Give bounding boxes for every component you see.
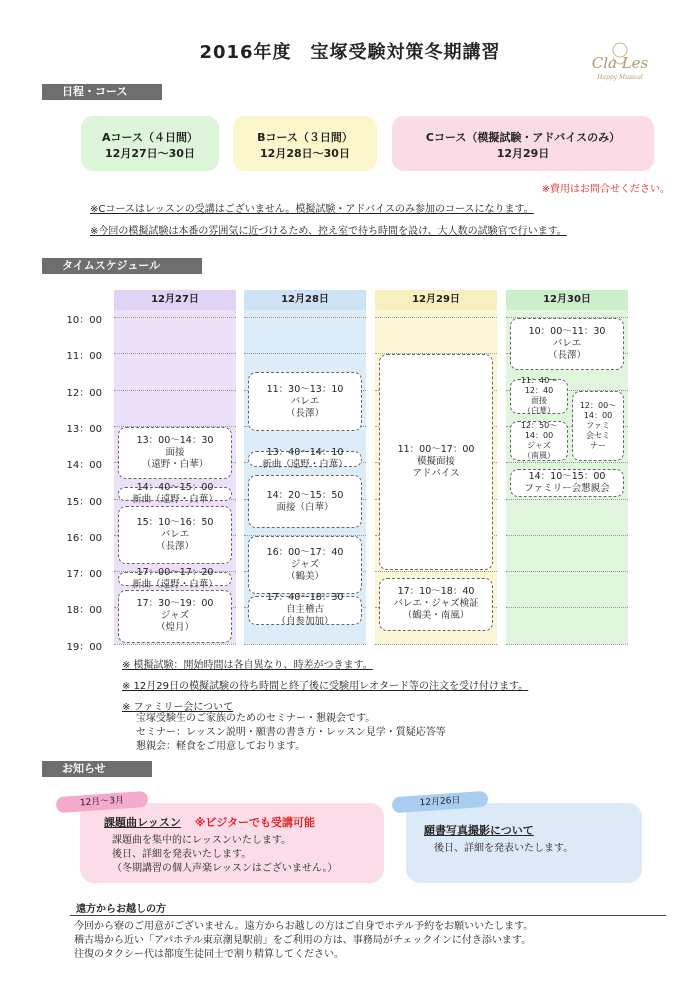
note-course-c: ※Cコースはレッスンの受講はございません。模擬試験・アドバイスのみ参加のコースになります。: [90, 204, 534, 215]
session-text: 17：30〜19：00: [136, 598, 214, 610]
session-text: 面接: [531, 396, 547, 406]
hour-gridline: [244, 644, 366, 645]
hour-gridline: [114, 390, 236, 391]
session-block: [379, 354, 493, 570]
family-line: セミナー：レッスン説明・願書の書き方・レッスン見学・質疑応答等: [136, 727, 446, 738]
session-block: [118, 567, 232, 591]
day-header: 12月29日: [375, 290, 497, 310]
session-text: 14：00: [583, 410, 613, 420]
notice-lesson-line: 課題曲を集中的にレッスンいたします。: [112, 835, 292, 846]
session-text: ジャズ: [160, 610, 190, 622]
notice-lesson-line: （冬期講習の個人声楽レッスンはございません。）: [112, 863, 338, 874]
session-text: バレエ: [160, 528, 190, 540]
session-block: [572, 391, 624, 462]
section-header-schedule: 日程・コース: [42, 84, 162, 100]
note-leotard: ※ 12月29日の模擬試験の待ち時間と終了後に受験用レオタード等の注文を受け付けます。: [122, 681, 529, 692]
hour-gridline: [114, 644, 236, 645]
session-block: [248, 536, 362, 595]
session-block: [248, 592, 362, 628]
fee-note: ※費用はお問合せください。: [541, 184, 670, 195]
session-text: ファミ: [586, 420, 610, 430]
hour-gridline: [244, 317, 366, 318]
session-text: 12：50〜: [520, 421, 558, 431]
day-header: 12月30日: [506, 290, 628, 310]
session-text: 11：00〜17：00: [397, 444, 475, 456]
session-text: 自主稽古: [285, 604, 324, 616]
visitors-line: 今回から寮のご用意がございません。遠方からお越しの方はご自身でホテル予約をお願いいたします。: [74, 921, 534, 932]
visitors-line: 稽古場から近い「アパホテル東京潮見駅前」をご利用の方は、事務局がチェックインに付き添います。: [74, 935, 532, 946]
day-header: 12月27日: [114, 290, 236, 310]
family-line: 宝塚受験生のご家族のためのセミナー・懇親会です。: [136, 713, 376, 724]
session-text: ナー: [590, 440, 606, 450]
hour-gridline: [375, 317, 497, 318]
logo-subtext: Happy Musical: [597, 74, 643, 81]
day-column: [244, 290, 366, 644]
notice-photo-tag: 12月26日: [392, 791, 489, 814]
time-label: 15：00: [66, 496, 102, 508]
session-text: 17：40〜18：30: [266, 592, 344, 604]
session-text: 会セミ: [586, 430, 610, 440]
notice-lesson-title-row: [104, 814, 315, 830]
session-text: 新曲（遠野・白華）: [262, 459, 348, 471]
session-text: 新曲（遠野・白華）: [132, 579, 218, 591]
session-text: （長澤）: [155, 540, 194, 552]
day-column: [506, 290, 628, 644]
session-text: バレエ: [552, 338, 582, 350]
logo-text: Cla Les: [591, 54, 649, 72]
session-text: （遠野・白華）: [141, 459, 209, 471]
session-text: （鶴美）: [285, 571, 324, 583]
course-c-name: Cコース（模擬試験・アドバイスのみ）: [425, 131, 621, 144]
notice-photo-line: 後日、詳細を発表いたします。: [434, 843, 574, 854]
session-text: 15：10〜16：50: [136, 516, 214, 528]
time-label: 13：00: [66, 423, 102, 435]
time-label: 16：00: [66, 532, 102, 544]
time-label: 18：00: [66, 605, 102, 617]
visitors-heading: 遠方からお越しの方: [76, 904, 166, 915]
session-block: [248, 475, 362, 527]
session-text: 12：00〜: [579, 400, 617, 410]
session-text: 面接: [165, 447, 185, 459]
time-label: 19：00: [66, 641, 102, 653]
hour-gridline: [375, 571, 497, 572]
hour-gridline: [375, 644, 497, 645]
session-text: 10：00〜11：30: [528, 326, 606, 338]
session-block: [118, 590, 232, 642]
visitors-line: 往復のタクシー代は都度生徒同士で割り精算してください。: [74, 949, 344, 960]
section-header-timetable: タイムスケジュール: [42, 258, 202, 274]
visitors-body: [74, 920, 533, 962]
session-block: [510, 469, 624, 497]
session-text: 13：40〜14：10: [266, 447, 344, 459]
session-text: ジャズ: [527, 441, 551, 451]
section-header-notice: お知らせ: [42, 761, 152, 777]
notice-lesson-line: 後日、詳細を発表いたします。: [112, 849, 252, 860]
day-header: 12月28日: [244, 290, 366, 310]
page-title: 2016年度 宝塚受験対策冬期講習: [199, 42, 501, 63]
session-block: [118, 482, 232, 506]
hour-gridline: [506, 535, 628, 536]
time-label: 12：00: [66, 387, 102, 399]
time-label: 17：00: [66, 569, 102, 581]
session-text: 新曲（遠野・白華）: [132, 494, 218, 506]
course-a-dates: 12月27日〜30日: [105, 147, 195, 160]
session-text: 11：30〜13：10: [266, 383, 344, 395]
session-text: （自参加加）: [276, 616, 334, 628]
session-text: （白華）: [523, 406, 555, 416]
session-block: [248, 372, 362, 431]
session-block: [118, 427, 232, 479]
family-line: 懇親会：軽食をご用意しております。: [136, 741, 306, 752]
note-mock-exam: ※今回の模擬試験は本番の雰囲気に近づけるため、控え室で待ち時間を設け、大人数の試験官で行います。: [90, 226, 567, 237]
session-block: [379, 578, 493, 630]
hour-gridline: [114, 353, 236, 354]
course-c-dates: 12月29日: [496, 147, 550, 160]
session-text: アドバイス: [412, 468, 460, 480]
notice-photo-title: 願書写真撮影について: [424, 824, 534, 837]
notice-lesson-highlight: ※ビジターでも受講可能: [194, 816, 315, 829]
session-text: 17：10〜18：40: [397, 586, 475, 598]
session-block: [510, 318, 624, 370]
session-text: 13：00〜14：30: [136, 435, 214, 447]
hour-gridline: [506, 499, 628, 500]
session-text: バレエ: [290, 395, 320, 407]
course-b-dates: 12月28日〜30日: [260, 147, 350, 160]
course-b-name: Bコース（３日間）: [257, 131, 353, 144]
session-text: （長澤）: [285, 407, 324, 419]
hour-gridline: [506, 462, 628, 463]
session-text: 14：40〜15：00: [136, 482, 214, 494]
time-label: 10：00: [66, 315, 102, 326]
session-text: ファミリー会懇親会: [524, 483, 610, 495]
session-text: バレエ・ジャズ検証: [393, 598, 479, 610]
hour-gridline: [506, 607, 628, 608]
family-description: [136, 712, 446, 754]
course-a-name: Aコース（４日間）: [102, 131, 198, 144]
session-text: 17：00〜17：20: [136, 567, 214, 579]
time-label: 14：00: [66, 460, 102, 472]
visitors-divider: [70, 915, 666, 916]
session-block: [118, 506, 232, 564]
session-text: ジャズ: [290, 559, 320, 571]
notice-lesson-title: 課題曲レッスン: [104, 816, 181, 829]
session-text: （長澤）: [547, 350, 586, 362]
session-text: 11：40〜: [520, 376, 558, 386]
session-text: 14：20〜15：50: [266, 489, 344, 501]
note-mock-start: ※ 模擬試験：開始時間は各自異なり、時差がつきます。: [122, 660, 373, 671]
hour-gridline: [506, 644, 628, 645]
day-column: [375, 290, 497, 644]
time-label: 11：00: [66, 351, 102, 363]
session-text: 14：00: [524, 431, 554, 441]
hour-gridline: [114, 317, 236, 318]
session-block: [510, 421, 568, 461]
notice-lesson-tag: 12月〜3月: [56, 791, 149, 813]
session-block: [248, 447, 362, 471]
session-text: 模擬面接: [416, 456, 455, 468]
session-text: （南風）: [523, 451, 555, 461]
session-text: 16：00〜17：40: [266, 547, 344, 559]
session-block: [510, 376, 568, 416]
session-text: （煌月）: [155, 622, 194, 634]
session-text: 面接（白華）: [276, 501, 334, 513]
session-text: 12：40: [524, 386, 554, 396]
session-text: 14：10〜15：00: [528, 471, 606, 483]
notice-photo-body: [434, 842, 573, 856]
hour-gridline: [244, 353, 366, 354]
note-family-heading: ※ ファミリー会について: [122, 702, 234, 713]
notice-lesson-body: [112, 834, 338, 876]
session-text: （鶴美・南風）: [402, 610, 470, 622]
hour-gridline: [506, 571, 628, 572]
day-column: [114, 290, 236, 644]
